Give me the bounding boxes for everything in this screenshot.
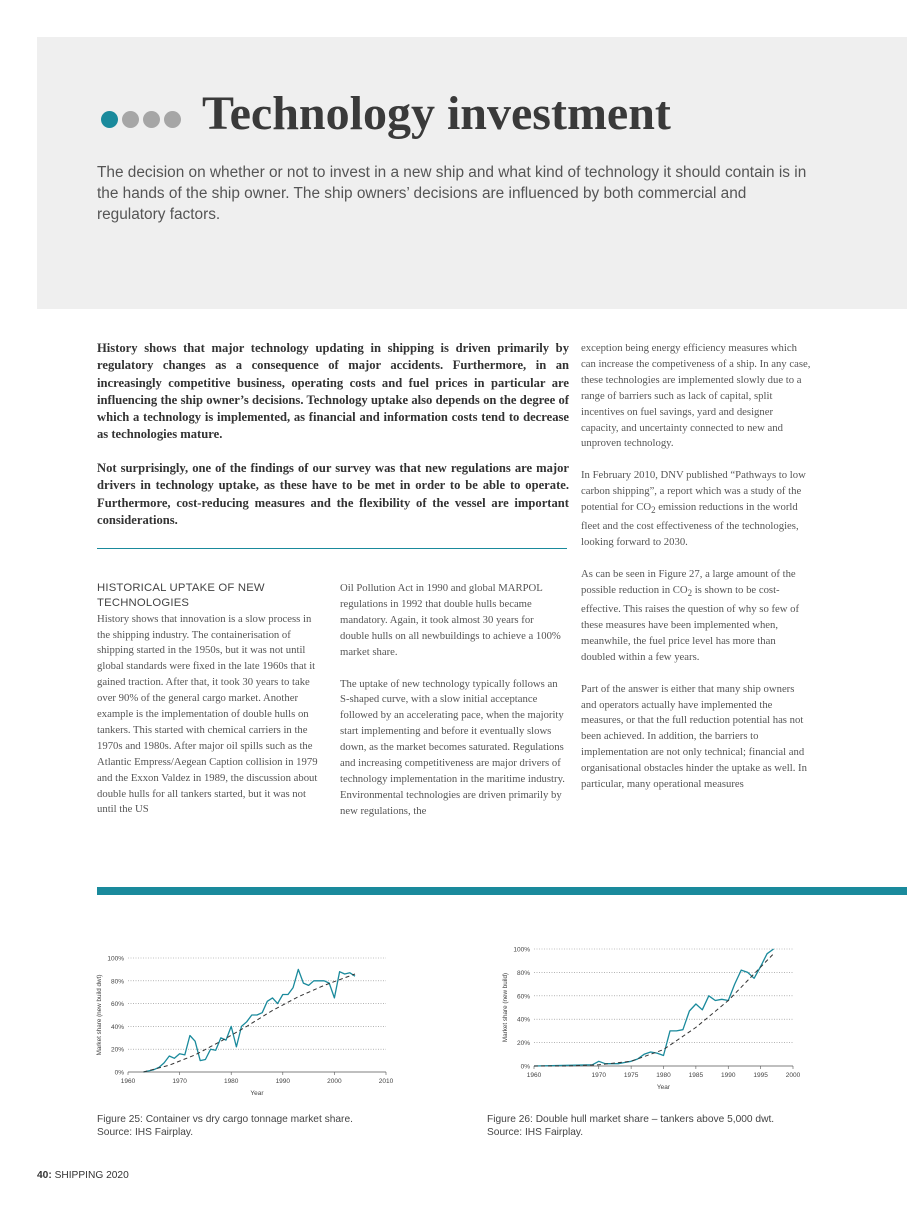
y-tick-label: 100% — [513, 946, 530, 954]
body-paragraph: Oil Pollution Act in 1990 and global MARPOL regulations in 1992 that double hulls became mandatory. Again, it took almost 30 years for double hulls on all newbuildings to achieve a 100% market share. — [340, 582, 561, 658]
x-tick-label: 1960 — [120, 1078, 136, 1085]
y-axis-label: Market share (new build) — [502, 972, 509, 1043]
publication-name: SHIPPING 2020 — [54, 1170, 129, 1181]
y-tick-label: 60% — [110, 1001, 124, 1009]
teal-band — [97, 887, 907, 895]
x-tick-label: 1990 — [275, 1078, 291, 1085]
y-tick-label: 80% — [516, 969, 530, 977]
x-tick-label: 1975 — [623, 1072, 639, 1079]
x-tick-label: 1980 — [223, 1078, 239, 1085]
x-tick-label: 1985 — [688, 1072, 704, 1079]
y-tick-label: 40% — [110, 1023, 124, 1031]
body-column-2 — [340, 581, 565, 836]
y-tick-label: 0% — [520, 1063, 530, 1071]
body-paragraph — [581, 567, 811, 666]
chart-svg — [90, 944, 400, 1100]
y-tick-label: 20% — [110, 1046, 124, 1054]
caption-source: Source: IHS Fairplay. — [487, 1127, 584, 1139]
body-column-3 — [581, 341, 811, 809]
caption-source: Source: IHS Fairplay. — [97, 1127, 194, 1139]
page-number: 40: — [37, 1170, 52, 1181]
y-tick-label: 100% — [107, 955, 124, 963]
intro-text: The decision on whether or not to invest in a new ship and what kind of technology it should contain is in the hands of the ship owner. The ship owners’ decisions are influenced by both commercial and regulatory factors. — [97, 164, 807, 223]
text-run: In February 2010, DNV published “Pathways to low carbon shipping”, a report which was a study of the potential for CO — [581, 469, 806, 514]
x-tick-label: 1960 — [526, 1072, 542, 1079]
y-tick-label: 60% — [516, 993, 530, 1001]
figure-26-caption — [487, 1113, 827, 1139]
figure-25-caption — [97, 1113, 417, 1139]
market-share-line — [534, 949, 774, 1066]
x-tick-label: 1995 — [753, 1072, 768, 1079]
y-tick-label: 80% — [110, 978, 124, 986]
market-share-line — [144, 969, 356, 1072]
dot-icon — [143, 111, 160, 128]
text-run: As can be seen in Figure 27, a large amount of the possible reduction in CO — [581, 568, 796, 596]
body-column-1 — [97, 581, 322, 834]
x-tick-label: 2010 — [378, 1078, 394, 1085]
x-tick-label: 1980 — [656, 1072, 671, 1079]
text-run: emission reductions in the world fleet and the cost effectiveness of the technologies, looking forward to 2030. — [581, 501, 799, 549]
chart-svg — [487, 938, 807, 1100]
x-tick-label: 2000 — [327, 1078, 342, 1085]
body-paragraph — [581, 468, 811, 551]
y-tick-label: 20% — [516, 1040, 530, 1048]
body-paragraph: Part of the answer is either that many ship owners and operators actually have implemented the measures, or that the full reduction potential has not been achieved. In addition, the barriers to implementation are not only technical; financial and organisational obstacles hinder the uptake as well. In particular, many operational measures — [581, 682, 807, 791]
dot-icon — [164, 111, 181, 128]
caption-line: Figure 25: Container vs dry cargo tonnage market share. — [97, 1114, 353, 1125]
x-tick-label: 1990 — [721, 1072, 736, 1079]
x-axis-label: Year — [656, 1084, 671, 1091]
y-tick-label: 0% — [114, 1069, 124, 1077]
subscript: 2 — [687, 588, 693, 599]
figure-26-chart — [487, 938, 807, 1100]
page-title: Technology investment — [202, 87, 671, 140]
x-tick-label: 2000 — [785, 1072, 801, 1079]
body-paragraph: History shows that innovation is a slow process in the shipping industry. The containerisation of shipping started in the 1950s, but it was not until global standards were fixed in the late 1960s that it gained traction. After that, it took 30 years to take over 90% of the general cargo market. Another example is the implementation of double hulls on tankers. This started with chemical carriers in the 1970s and 1980s. After major oil spills such as the Atlantic Empress/Aegean Caption collision in 1979 and the Exxon Valdez in 1989, the discussion about double hulls for all tankers started, but it was not until the US — [97, 612, 318, 816]
body-paragraph: exception being energy efficiency measures which can increase the competiveness of a ship. In any case, these technologies are implemented slowly due to a range of barriers such as lack of capital, split incentives on fuel savings, yard and designer capacity, and uncertainty connected to new and unproven technology. — [581, 342, 811, 450]
page-footer — [37, 1170, 129, 1181]
y-axis-label: Market share (new build dwt) — [96, 974, 103, 1056]
lead-paragraph-2: Not surprisingly, one of the findings of our survey was that new regulations are major drivers in technology uptake, as these have to be met in order to be able to operate. Furthermore, cost-reducing measures and the flexibility of the vessel are important considerations. — [97, 461, 569, 527]
x-tick-label: 1970 — [172, 1078, 187, 1085]
y-tick-label: 40% — [516, 1016, 530, 1024]
x-tick-label: 1970 — [591, 1072, 606, 1079]
subscript: 2 — [651, 505, 656, 516]
trend-line — [534, 954, 774, 1066]
x-axis-label: Year — [250, 1090, 264, 1097]
text-run: is shown to be cost-effective. This raises the question of why so few of these measures have been implemented when, meanwhile, the fuel price level has more than doubled within a few years. — [581, 583, 800, 663]
lead-paragraph-1: History shows that major technology updating in shipping is driven primarily by regulatory changes as a consequence of major accidents. Furthermore, in an increasingly competitive business, operating costs and fuel prices in particular are influencing the ship owner’s decisions. Technology uptake also depends on the degree of which a technology is implemented, as financial and information costs tend to decrease as technologies mature. — [97, 341, 569, 442]
dot-icon — [101, 111, 118, 128]
caption-line: Figure 26: Double hull market share – tankers above 5,000 dwt. — [487, 1114, 775, 1125]
figure-25-chart — [90, 944, 400, 1100]
body-paragraph: The uptake of new technology typically follows an S-shaped curve, with a slow initial acceptance followed by an accelerating pace, when the majority start implementing and before it eventually slows down, as the market becomes saturated. Regulations and increasing competitiveness are major drivers of technology implementation in the maritime industry. Environmental technologies are driven primarily by new regulations, the — [340, 677, 565, 817]
dot-icon — [122, 111, 139, 128]
divider — [97, 548, 567, 549]
section-heading: HISTORICAL UPTAKE OF NEW TECHNOLOGIES — [97, 582, 265, 610]
section-dots-icon — [101, 111, 181, 128]
